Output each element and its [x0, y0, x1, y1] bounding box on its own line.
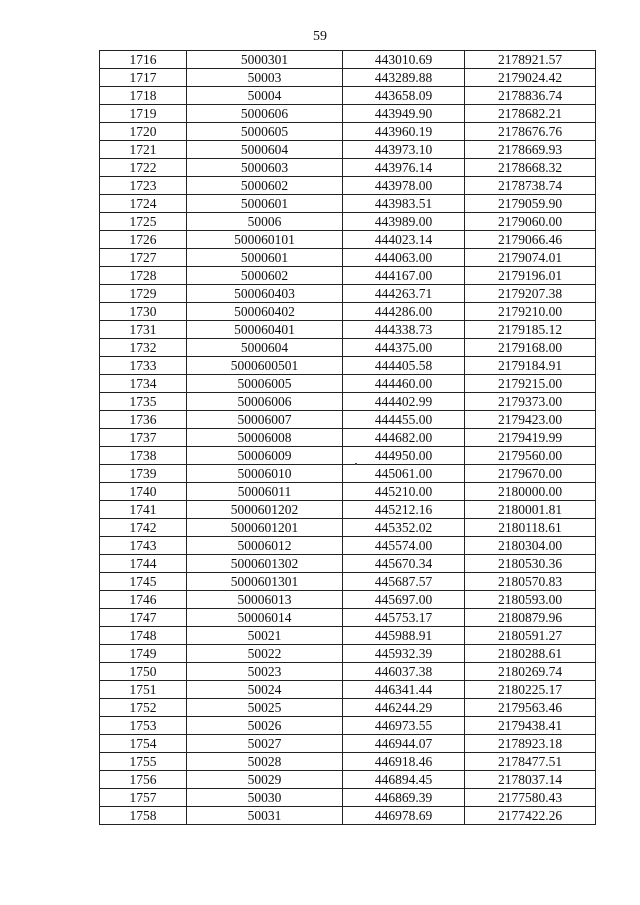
row-number-cell: 1740: [100, 483, 187, 501]
x-coordinate-cell: 444063.00: [343, 249, 465, 267]
point-id-cell: 5000606: [187, 105, 343, 123]
x-coordinate-cell: 446944.07: [343, 735, 465, 753]
y-coordinate-cell: 2180570.83: [465, 573, 596, 591]
y-coordinate-cell: 2177580.43: [465, 789, 596, 807]
row-number-cell: 1758: [100, 807, 187, 825]
x-coordinate-cell: 446894.45: [343, 771, 465, 789]
x-coordinate-cell: 445352.02: [343, 519, 465, 537]
point-id-cell: 5000602: [187, 267, 343, 285]
point-id-cell: 50027: [187, 735, 343, 753]
row-number-cell: 1719: [100, 105, 187, 123]
row-number-cell: 1743: [100, 537, 187, 555]
row-number-cell: 1750: [100, 663, 187, 681]
x-coordinate-cell: 445061.00: [343, 465, 465, 483]
table-row: [100, 357, 596, 375]
y-coordinate-cell: 2179423.00: [465, 411, 596, 429]
table-row: [100, 447, 596, 465]
table-row: [100, 465, 596, 483]
point-id-cell: 5000605: [187, 123, 343, 141]
point-id-cell: 500060101: [187, 231, 343, 249]
point-id-cell: 5000601301: [187, 573, 343, 591]
x-coordinate-cell: 444455.00: [343, 411, 465, 429]
x-coordinate-cell: 443010.69: [343, 51, 465, 69]
point-id-cell: 500060403: [187, 285, 343, 303]
table-row: [100, 789, 596, 807]
table-row: [100, 591, 596, 609]
row-number-cell: 1741: [100, 501, 187, 519]
y-coordinate-cell: 2180593.00: [465, 591, 596, 609]
x-coordinate-cell: 443960.19: [343, 123, 465, 141]
x-coordinate-cell: 446037.38: [343, 663, 465, 681]
table-row: [100, 393, 596, 411]
table-row: [100, 735, 596, 753]
table-row: [100, 573, 596, 591]
x-coordinate-cell: 445574.00: [343, 537, 465, 555]
table-row: [100, 303, 596, 321]
table-row: [100, 771, 596, 789]
y-coordinate-cell: 2178477.51: [465, 753, 596, 771]
row-number-cell: 1725: [100, 213, 187, 231]
x-coordinate-cell: 445687.57: [343, 573, 465, 591]
y-coordinate-cell: 2180269.74: [465, 663, 596, 681]
table-row: [100, 501, 596, 519]
row-number-cell: 1738: [100, 447, 187, 465]
y-coordinate-cell: 2179196.01: [465, 267, 596, 285]
y-coordinate-cell: 2179210.00: [465, 303, 596, 321]
row-number-cell: 1736: [100, 411, 187, 429]
point-id-cell: 5000604: [187, 141, 343, 159]
point-id-cell: 5000602: [187, 177, 343, 195]
row-number-cell: 1729: [100, 285, 187, 303]
y-coordinate-cell: 2179185.12: [465, 321, 596, 339]
table-row: [100, 411, 596, 429]
x-coordinate-cell: 445988.91: [343, 627, 465, 645]
x-coordinate-cell: 444950.00: [343, 447, 465, 465]
table-row: [100, 285, 596, 303]
y-coordinate-cell: 2178676.76: [465, 123, 596, 141]
point-id-cell: 5000601201: [187, 519, 343, 537]
row-number-cell: 1751: [100, 681, 187, 699]
y-coordinate-cell: 2179215.00: [465, 375, 596, 393]
x-coordinate-cell: 443949.90: [343, 105, 465, 123]
row-number-cell: 1753: [100, 717, 187, 735]
y-coordinate-cell: 2179060.00: [465, 213, 596, 231]
y-coordinate-cell: 2180288.61: [465, 645, 596, 663]
table-row: [100, 519, 596, 537]
row-number-cell: 1717: [100, 69, 187, 87]
x-coordinate-cell: 444023.14: [343, 231, 465, 249]
y-coordinate-cell: 2179563.46: [465, 699, 596, 717]
row-number-cell: 1731: [100, 321, 187, 339]
table-row: [100, 177, 596, 195]
table-row: [100, 609, 596, 627]
row-number-cell: 1732: [100, 339, 187, 357]
x-coordinate-cell: 444460.00: [343, 375, 465, 393]
point-id-cell: 5000601: [187, 195, 343, 213]
y-coordinate-cell: 2179419.99: [465, 429, 596, 447]
y-coordinate-cell: 2179670.00: [465, 465, 596, 483]
table-row: [100, 339, 596, 357]
row-number-cell: 1737: [100, 429, 187, 447]
scan-speck: [355, 463, 357, 465]
x-coordinate-cell: 444682.00: [343, 429, 465, 447]
y-coordinate-cell: 2179074.01: [465, 249, 596, 267]
y-coordinate-cell: 2180530.36: [465, 555, 596, 573]
y-coordinate-cell: 2178668.32: [465, 159, 596, 177]
table-row: [100, 51, 596, 69]
table-row: [100, 717, 596, 735]
point-id-cell: 50030: [187, 789, 343, 807]
x-coordinate-cell: 444286.00: [343, 303, 465, 321]
row-number-cell: 1726: [100, 231, 187, 249]
table-row: [100, 645, 596, 663]
y-coordinate-cell: 2178923.18: [465, 735, 596, 753]
x-coordinate-cell: 445212.16: [343, 501, 465, 519]
x-coordinate-cell: 443983.51: [343, 195, 465, 213]
y-coordinate-cell: 2178037.14: [465, 771, 596, 789]
x-coordinate-cell: 443989.00: [343, 213, 465, 231]
y-coordinate-cell: 2179560.00: [465, 447, 596, 465]
coordinates-table: [99, 50, 596, 825]
x-coordinate-cell: 446341.44: [343, 681, 465, 699]
x-coordinate-cell: 446978.69: [343, 807, 465, 825]
table-row: [100, 231, 596, 249]
table-row: [100, 483, 596, 501]
y-coordinate-cell: 2179066.46: [465, 231, 596, 249]
table-row: [100, 249, 596, 267]
x-coordinate-cell: 444405.58: [343, 357, 465, 375]
point-id-cell: 50029: [187, 771, 343, 789]
y-coordinate-cell: 2178836.74: [465, 87, 596, 105]
y-coordinate-cell: 2178921.57: [465, 51, 596, 69]
point-id-cell: 5000601202: [187, 501, 343, 519]
y-coordinate-cell: 2180001.81: [465, 501, 596, 519]
table-row: [100, 807, 596, 825]
x-coordinate-cell: 443658.09: [343, 87, 465, 105]
x-coordinate-cell: 444375.00: [343, 339, 465, 357]
point-id-cell: 50006013: [187, 591, 343, 609]
point-id-cell: 50022: [187, 645, 343, 663]
point-id-cell: 50031: [187, 807, 343, 825]
row-number-cell: 1748: [100, 627, 187, 645]
x-coordinate-cell: 443976.14: [343, 159, 465, 177]
row-number-cell: 1716: [100, 51, 187, 69]
row-number-cell: 1734: [100, 375, 187, 393]
table-row: [100, 753, 596, 771]
y-coordinate-cell: 2179207.38: [465, 285, 596, 303]
point-id-cell: 50006014: [187, 609, 343, 627]
row-number-cell: 1730: [100, 303, 187, 321]
row-number-cell: 1721: [100, 141, 187, 159]
x-coordinate-cell: 445753.17: [343, 609, 465, 627]
y-coordinate-cell: 2179168.00: [465, 339, 596, 357]
y-coordinate-cell: 2179184.91: [465, 357, 596, 375]
row-number-cell: 1755: [100, 753, 187, 771]
point-id-cell: 50021: [187, 627, 343, 645]
x-coordinate-cell: 443978.00: [343, 177, 465, 195]
row-number-cell: 1746: [100, 591, 187, 609]
x-coordinate-cell: 444402.99: [343, 393, 465, 411]
row-number-cell: 1757: [100, 789, 187, 807]
page-number: 59: [313, 29, 327, 44]
x-coordinate-cell: 445697.00: [343, 591, 465, 609]
table-row: [100, 141, 596, 159]
table-row: [100, 321, 596, 339]
point-id-cell: 5000301: [187, 51, 343, 69]
point-id-cell: 500060401: [187, 321, 343, 339]
table-row: [100, 537, 596, 555]
row-number-cell: 1723: [100, 177, 187, 195]
row-number-cell: 1749: [100, 645, 187, 663]
y-coordinate-cell: 2179059.90: [465, 195, 596, 213]
table-row: [100, 681, 596, 699]
point-id-cell: 50006005: [187, 375, 343, 393]
y-coordinate-cell: 2180304.00: [465, 537, 596, 555]
row-number-cell: 1747: [100, 609, 187, 627]
x-coordinate-cell: 446973.55: [343, 717, 465, 735]
table-row: [100, 87, 596, 105]
row-number-cell: 1733: [100, 357, 187, 375]
row-number-cell: 1745: [100, 573, 187, 591]
y-coordinate-cell: 2179373.00: [465, 393, 596, 411]
point-id-cell: 50006012: [187, 537, 343, 555]
y-coordinate-cell: 2177422.26: [465, 807, 596, 825]
row-number-cell: 1742: [100, 519, 187, 537]
y-coordinate-cell: 2178738.74: [465, 177, 596, 195]
table-row: [100, 195, 596, 213]
y-coordinate-cell: 2180118.61: [465, 519, 596, 537]
table-row: [100, 555, 596, 573]
point-id-cell: 50026: [187, 717, 343, 735]
x-coordinate-cell: 444263.71: [343, 285, 465, 303]
table-row: [100, 267, 596, 285]
point-id-cell: 5000601302: [187, 555, 343, 573]
y-coordinate-cell: 2178669.93: [465, 141, 596, 159]
x-coordinate-cell: 445932.39: [343, 645, 465, 663]
y-coordinate-cell: 2180591.27: [465, 627, 596, 645]
table-row: [100, 429, 596, 447]
x-coordinate-cell: 443973.10: [343, 141, 465, 159]
row-number-cell: 1752: [100, 699, 187, 717]
point-id-cell: 5000600501: [187, 357, 343, 375]
row-number-cell: 1754: [100, 735, 187, 753]
point-id-cell: 50028: [187, 753, 343, 771]
y-coordinate-cell: 2179024.42: [465, 69, 596, 87]
row-number-cell: 1739: [100, 465, 187, 483]
table-body: [100, 51, 596, 825]
row-number-cell: 1718: [100, 87, 187, 105]
x-coordinate-cell: 445670.34: [343, 555, 465, 573]
y-coordinate-cell: 2180000.00: [465, 483, 596, 501]
table-row: [100, 699, 596, 717]
point-id-cell: 50006010: [187, 465, 343, 483]
table-row: [100, 159, 596, 177]
row-number-cell: 1744: [100, 555, 187, 573]
y-coordinate-cell: 2179438.41: [465, 717, 596, 735]
table-row: [100, 105, 596, 123]
row-number-cell: 1756: [100, 771, 187, 789]
point-id-cell: 50004: [187, 87, 343, 105]
x-coordinate-cell: 446244.29: [343, 699, 465, 717]
point-id-cell: 5000601: [187, 249, 343, 267]
table-row: [100, 123, 596, 141]
x-coordinate-cell: 445210.00: [343, 483, 465, 501]
row-number-cell: 1735: [100, 393, 187, 411]
point-id-cell: 50003: [187, 69, 343, 87]
y-coordinate-cell: 2180879.96: [465, 609, 596, 627]
x-coordinate-cell: 444338.73: [343, 321, 465, 339]
table-row: [100, 663, 596, 681]
table-row: [100, 69, 596, 87]
row-number-cell: 1727: [100, 249, 187, 267]
x-coordinate-cell: 444167.00: [343, 267, 465, 285]
point-id-cell: 50006007: [187, 411, 343, 429]
point-id-cell: 50006008: [187, 429, 343, 447]
point-id-cell: 5000603: [187, 159, 343, 177]
point-id-cell: 50006: [187, 213, 343, 231]
point-id-cell: 50006011: [187, 483, 343, 501]
point-id-cell: 500060402: [187, 303, 343, 321]
point-id-cell: 5000604: [187, 339, 343, 357]
point-id-cell: 50006009: [187, 447, 343, 465]
x-coordinate-cell: 443289.88: [343, 69, 465, 87]
x-coordinate-cell: 446869.39: [343, 789, 465, 807]
row-number-cell: 1720: [100, 123, 187, 141]
point-id-cell: 50023: [187, 663, 343, 681]
table-row: [100, 627, 596, 645]
y-coordinate-cell: 2178682.21: [465, 105, 596, 123]
point-id-cell: 50024: [187, 681, 343, 699]
x-coordinate-cell: 446918.46: [343, 753, 465, 771]
table-row: [100, 375, 596, 393]
row-number-cell: 1722: [100, 159, 187, 177]
row-number-cell: 1724: [100, 195, 187, 213]
y-coordinate-cell: 2180225.17: [465, 681, 596, 699]
row-number-cell: 1728: [100, 267, 187, 285]
point-id-cell: 50025: [187, 699, 343, 717]
point-id-cell: 50006006: [187, 393, 343, 411]
table-row: [100, 213, 596, 231]
